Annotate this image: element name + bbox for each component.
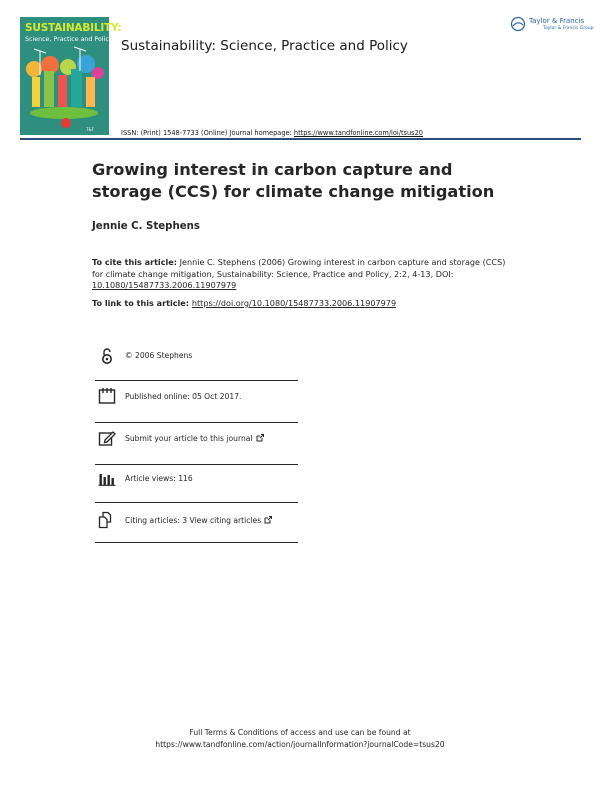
article-author: Jennie C. Stephens (92, 221, 200, 232)
citation-text: Jennie C. Stephens (2006) Growing interest in carbon capture and storage (CCS) for climate change mitigation, Sustainability: Science, Practice and Policy, 2:2, 4-13, DOI: (92, 257, 506, 279)
info-divider (95, 542, 298, 543)
footer-terms-link[interactable]: https://www.tandfonline.com/action/journalInformation?journalCode=tsus20 (155, 740, 445, 749)
publisher-logo-group: Taylor & Francis Group (543, 26, 594, 31)
citation-label: To cite this article: (92, 257, 178, 267)
submit-article-text: Submit your article to this journal (125, 434, 253, 443)
citation-doi-link[interactable]: 10.1080/15487733.2006.11907979 (92, 280, 237, 290)
publisher-logo (510, 16, 594, 36)
article-title: Growing interest in carbon capture and storage (CCS) for climate change mitigation (92, 160, 495, 201)
journal-homepage-link[interactable]: https://www.tandfonline.com/loi/tsus20 (293, 129, 423, 137)
publisher-logo-icon (510, 16, 526, 32)
svg-text:T&F: T&F (86, 127, 94, 132)
views-row (95, 466, 298, 508)
pencil-edit-icon (98, 429, 116, 447)
footer-terms-text: Full Terms & Conditions of access and use can be found at (189, 728, 411, 737)
cover-illustration (20, 47, 109, 135)
bar-chart-icon (98, 469, 116, 487)
published-row (95, 382, 298, 424)
submit-article-link[interactable] (125, 434, 264, 443)
issn-line (121, 129, 423, 137)
citing-row[interactable] (95, 504, 298, 546)
footer (0, 727, 600, 751)
copyright-text: © 2006 Stephens (125, 351, 193, 360)
external-link-icon (264, 516, 272, 524)
header-divider (20, 138, 581, 140)
open-access-lock-icon (98, 347, 116, 365)
cover-title: SUSTAINABILITY: (25, 22, 122, 34)
article-views: Article views: 116 (125, 474, 193, 483)
article-link-line (92, 298, 396, 308)
calendar-icon (98, 387, 116, 405)
citing-documents-icon (98, 511, 116, 529)
published-date: Published online: 05 Oct 2017. (125, 392, 242, 401)
issn-text: ISSN: (Print) 1548-7733 (Online) Journal homepage: (121, 129, 294, 137)
citing-articles-link[interactable] (125, 516, 272, 525)
article-link-label: To link to this article: (92, 298, 192, 308)
external-link-icon (256, 434, 264, 442)
citation-block (92, 257, 512, 292)
copyright-row (95, 340, 298, 382)
cover-subtitle: Science, Practice and Policy (25, 36, 113, 43)
article-doi-link[interactable]: https://doi.org/10.1080/15487733.2006.11907979 (191, 298, 397, 308)
publisher-logo-name: Taylor & Francis (529, 17, 585, 25)
journal-title: Sustainability: Science, Practice and Policy (121, 38, 408, 54)
submit-row[interactable] (95, 424, 298, 466)
citing-articles-text: Citing articles: 3 View citing articles (125, 516, 262, 525)
journal-cover (20, 17, 122, 135)
